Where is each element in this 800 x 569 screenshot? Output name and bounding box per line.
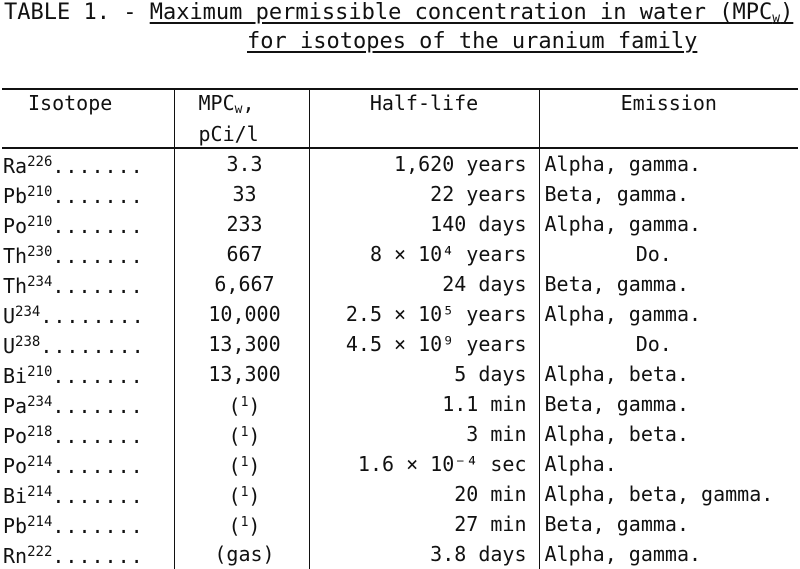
half-life-cell: 3 min xyxy=(309,419,539,449)
mass-number: 238 xyxy=(15,334,41,350)
header-mpc-text: MPC xyxy=(198,91,235,115)
isotope-cell xyxy=(2,359,174,389)
half-life-cell: 8 × 10⁴ years xyxy=(309,239,539,269)
half-life-cell: 3.8 days xyxy=(309,539,539,569)
isotope-cell xyxy=(2,509,174,539)
mass-number: 218 xyxy=(27,424,53,440)
isotope-cell xyxy=(2,299,174,329)
mass-number: 222 xyxy=(27,544,53,560)
mpc-cell: 13,300 xyxy=(174,359,309,389)
table-title xyxy=(0,0,800,62)
half-life-cell: 24 days xyxy=(309,269,539,299)
isotope-symbol: Pb xyxy=(3,184,28,208)
leader-dots: ....... xyxy=(52,184,144,208)
half-life-cell: 5 days xyxy=(309,359,539,389)
table-row xyxy=(2,419,798,449)
mpc-cell: 3.3 xyxy=(174,148,309,179)
mpc-cell: 6,667 xyxy=(174,269,309,299)
header-mpc xyxy=(174,89,309,148)
title-line-1 xyxy=(4,0,793,32)
isotope-symbol: Th xyxy=(3,274,28,298)
isotope-cell xyxy=(2,209,174,239)
leader-dots: ....... xyxy=(52,544,144,568)
emission-cell: Alpha, beta. xyxy=(539,359,798,389)
mass-number: 234 xyxy=(27,274,53,290)
half-life-cell: 4.5 × 10⁹ years xyxy=(309,329,539,359)
emission-cell: Beta, gamma. xyxy=(539,509,798,539)
mass-number: 214 xyxy=(27,514,53,530)
mass-number: 210 xyxy=(27,364,53,380)
emission-cell: Alpha, beta, gamma. xyxy=(539,479,798,509)
table-row xyxy=(2,389,798,419)
leader-dots: ....... xyxy=(52,214,144,238)
isotope-symbol: Bi xyxy=(3,484,28,508)
title-line1-close: ) xyxy=(780,0,794,25)
header-row xyxy=(2,89,798,148)
isotope-cell xyxy=(2,239,174,269)
header-mpc-line1 xyxy=(199,91,308,122)
mpc-cell: ($^1$) xyxy=(174,479,309,509)
isotope-cell xyxy=(2,148,174,179)
isotope-cell xyxy=(2,479,174,509)
footnote-ref: 1 xyxy=(240,454,249,470)
table-row xyxy=(2,148,798,179)
isotope-symbol: U xyxy=(3,304,16,328)
mass-number: 234 xyxy=(27,394,53,410)
half-life-cell: 2.5 × 10⁵ years xyxy=(309,299,539,329)
table-row xyxy=(2,299,798,329)
mpc-cell: 10,000 xyxy=(174,299,309,329)
leader-dots: ....... xyxy=(52,514,144,538)
title-prefix: TABLE 1. - xyxy=(4,0,150,25)
table-row xyxy=(2,449,798,479)
mpc-cell: (gas) xyxy=(174,539,309,569)
mass-number: 234 xyxy=(15,304,41,320)
half-life-cell: 27 min xyxy=(309,509,539,539)
half-life-cell: 20 min xyxy=(309,479,539,509)
isotope-cell xyxy=(2,329,174,359)
footnote-ref: 1 xyxy=(240,514,249,530)
table-row xyxy=(2,269,798,299)
mpc-cell: ($^1$) xyxy=(174,509,309,539)
title-line1-text: Maximum permissible concentration in water (MPC xyxy=(149,0,773,25)
emission-cell: Alpha, gamma. xyxy=(539,148,798,179)
table-row xyxy=(2,239,798,269)
mass-number: 230 xyxy=(27,244,53,260)
table-row xyxy=(2,359,798,389)
mass-number: 210 xyxy=(27,184,53,200)
mass-number: 226 xyxy=(27,154,53,170)
isotope-symbol: Po xyxy=(3,424,28,448)
leader-dots: ....... xyxy=(52,484,144,508)
isotope-cell xyxy=(2,389,174,419)
isotope-symbol: Po xyxy=(3,214,28,238)
table-body xyxy=(2,148,798,569)
leader-dots: ........ xyxy=(40,334,145,358)
leader-dots: ....... xyxy=(52,454,144,478)
footnote-ref: 1 xyxy=(240,424,249,440)
mpc-cell: 33 xyxy=(174,179,309,209)
leader-dots: ....... xyxy=(52,274,144,298)
isotope-symbol: Bi xyxy=(3,364,28,388)
leader-dots: ....... xyxy=(52,364,144,388)
footnote-ref: 1 xyxy=(240,484,249,500)
mpc-cell: 667 xyxy=(174,239,309,269)
mpc-cell: ($^1$) xyxy=(174,389,309,419)
isotope-symbol: Th xyxy=(3,244,28,268)
isotope-table xyxy=(2,88,798,569)
mpc-cell: ($^1$) xyxy=(174,449,309,479)
emission-cell: Beta, gamma. xyxy=(539,269,798,299)
isotope-symbol: Rn xyxy=(3,544,28,568)
emission-cell: Alpha, gamma. xyxy=(539,299,798,329)
isotope-symbol: Po xyxy=(3,454,28,478)
half-life-cell: 22 years xyxy=(309,179,539,209)
title-main xyxy=(150,0,794,25)
emission-cell: Alpha, gamma. xyxy=(539,209,798,239)
half-life-cell: 1.6 × 10⁻⁴ sec xyxy=(309,449,539,479)
table-row xyxy=(2,479,798,509)
emission-cell: Alpha. xyxy=(539,449,798,479)
table-row xyxy=(2,509,798,539)
isotope-symbol: U xyxy=(3,334,16,358)
header-mpc-comma: , xyxy=(242,91,255,115)
emission-cell: Alpha, gamma. xyxy=(539,539,798,569)
half-life-cell: 1.1 min xyxy=(309,389,539,419)
leader-dots: ....... xyxy=(52,424,144,448)
isotope-cell xyxy=(2,179,174,209)
mass-number: 214 xyxy=(27,484,53,500)
title-line-2: for isotopes of the uranium family xyxy=(247,29,698,54)
isotope-cell xyxy=(2,449,174,479)
header-emission: Emission xyxy=(539,89,798,148)
table-row xyxy=(2,209,798,239)
mass-number: 210 xyxy=(27,214,53,230)
emission-cell: Beta, gamma. xyxy=(539,389,798,419)
emission-cell: Do. xyxy=(539,239,798,269)
mpc-cell: 233 xyxy=(174,209,309,239)
leader-dots: ....... xyxy=(52,394,144,418)
footnote-ref: 1 xyxy=(240,394,249,410)
table-row xyxy=(2,329,798,359)
isotope-cell xyxy=(2,539,174,569)
leader-dots: ....... xyxy=(52,154,144,178)
header-mpc-subscript: w xyxy=(234,102,243,117)
header-mpc-unit: pCi/l xyxy=(198,122,259,146)
leader-dots: ....... xyxy=(52,244,144,268)
header-isotope: Isotope xyxy=(2,89,174,148)
half-life-cell: 1,620 years xyxy=(309,148,539,179)
half-life-cell: 140 days xyxy=(309,209,539,239)
mpc-cell: ($^1$) xyxy=(174,419,309,449)
table-row xyxy=(2,539,798,569)
emission-cell: Do. xyxy=(539,329,798,359)
header-half-life: Half-life xyxy=(309,89,539,148)
emission-cell: Alpha, beta. xyxy=(539,419,798,449)
title-line1-subscript: w xyxy=(772,11,781,26)
isotope-cell xyxy=(2,419,174,449)
isotope-cell xyxy=(2,269,174,299)
isotope-symbol: Ra xyxy=(3,154,28,178)
table-row xyxy=(2,179,798,209)
isotope-symbol: Pb xyxy=(3,514,28,538)
mpc-cell: 13,300 xyxy=(174,329,309,359)
mass-number: 214 xyxy=(27,454,53,470)
leader-dots: ........ xyxy=(40,304,145,328)
isotope-symbol: Pa xyxy=(3,394,28,418)
emission-cell: Beta, gamma. xyxy=(539,179,798,209)
